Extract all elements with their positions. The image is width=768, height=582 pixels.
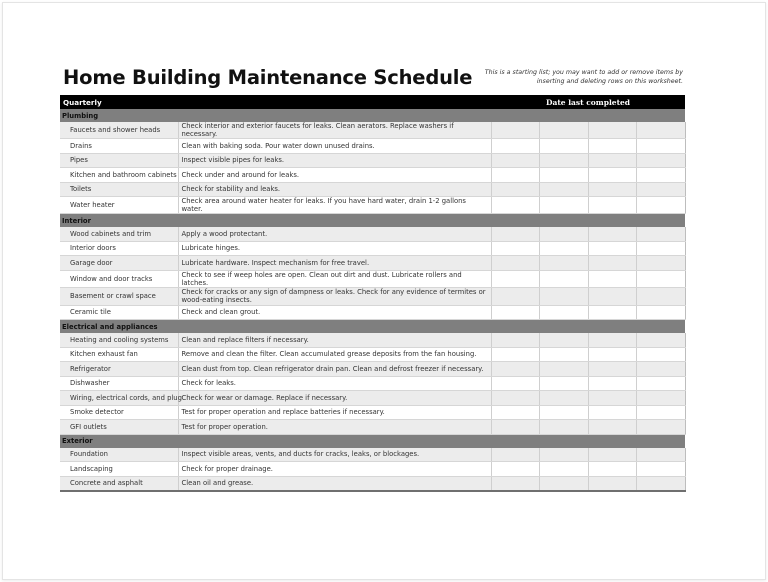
date-completed-cell-4[interactable] [637,227,686,241]
date-completed-cell-2[interactable] [540,476,589,491]
item-cell[interactable]: Wiring, electrical cords, and plug [60,391,178,406]
date-completed-cell-2[interactable] [540,139,589,154]
table-row [60,256,685,271]
item-cell[interactable]: Ceramic tile [60,305,178,320]
task-cell[interactable]: Test for proper operation. [178,420,491,435]
date-completed-cell-4[interactable] [637,405,686,420]
date-completed-cell-3[interactable] [588,139,637,154]
table-row [60,122,685,139]
table-row [60,153,685,168]
task-cell[interactable]: Inspect visible areas, vents, and ducts for cracks, leaks, or blockages. [178,448,491,462]
date-completed-cell-4[interactable] [637,197,686,214]
date-completed-cell-3[interactable] [588,448,637,462]
date-completed-cell-1[interactable] [491,362,540,377]
date-last-completed-header: Date last completed [491,95,685,109]
section-header-interior [60,214,685,228]
date-completed-cell-4[interactable] [637,139,686,154]
task-cell[interactable]: Check interior and exterior faucets for leaks. Clean aerators. Replace washers if necessary. [178,122,491,139]
date-completed-cell-3[interactable] [588,333,637,347]
date-completed-cell-3[interactable] [588,182,637,197]
section-header-plumbing [60,109,685,122]
task-cell[interactable]: Check for leaks. [178,376,491,391]
task-cell[interactable]: Check for cracks or any sign of dampness or leaks. Check for any evidence of termites or wood-eating insects. [178,287,491,305]
date-completed-cell-3[interactable] [588,362,637,377]
item-cell[interactable]: Kitchen and bathroom cabinets [60,168,178,183]
date-completed-cell-2[interactable] [540,227,589,241]
date-completed-cell-4[interactable] [637,241,686,256]
date-completed-cell-2[interactable] [540,405,589,420]
date-completed-cell-3[interactable] [588,197,637,214]
task-cell[interactable]: Test for proper operation and replace batteries if necessary. [178,405,491,420]
date-completed-cell-3[interactable] [588,405,637,420]
date-completed-cell-2[interactable] [540,153,589,168]
date-completed-cell-2[interactable] [540,122,589,139]
date-completed-cell-1[interactable] [491,241,540,256]
item-cell[interactable]: Heating and cooling systems [60,333,178,347]
date-completed-cell-2[interactable] [540,287,589,305]
date-completed-cell-4[interactable] [637,462,686,477]
date-completed-cell-1[interactable] [491,476,540,491]
date-completed-cell-1[interactable] [491,122,540,139]
item-cell[interactable]: Window and door tracks [60,270,178,287]
table-row [60,405,685,420]
item-cell[interactable]: Water heater [60,197,178,214]
page-title: Home Building Maintenance Schedule [63,66,473,89]
date-completed-cell-2[interactable] [540,420,589,435]
date-completed-cell-1[interactable] [491,347,540,362]
date-completed-cell-4[interactable] [637,256,686,271]
task-cell[interactable]: Check under and around for leaks. [178,168,491,183]
date-completed-cell-1[interactable] [491,139,540,154]
date-completed-cell-1[interactable] [491,420,540,435]
date-completed-cell-2[interactable] [540,462,589,477]
date-completed-cell-3[interactable] [588,168,637,183]
date-completed-cell-4[interactable] [637,153,686,168]
date-completed-cell-2[interactable] [540,241,589,256]
table-row [60,391,685,406]
date-completed-cell-2[interactable] [540,168,589,183]
table-header-row [60,95,685,109]
item-cell[interactable]: Garage door [60,256,178,271]
item-cell[interactable]: Smoke detector [60,405,178,420]
date-completed-cell-3[interactable] [588,305,637,320]
table-row [60,305,685,320]
task-cell[interactable]: Inspect visible pipes for leaks. [178,153,491,168]
table-row [60,182,685,197]
table-row [60,476,685,491]
date-completed-cell-1[interactable] [491,448,540,462]
date-completed-cell-2[interactable] [540,362,589,377]
item-cell[interactable]: Foundation [60,448,178,462]
date-completed-cell-3[interactable] [588,376,637,391]
table-row [60,227,685,241]
task-cell[interactable]: Check for proper drainage. [178,462,491,477]
date-completed-cell-4[interactable] [637,168,686,183]
date-completed-cell-2[interactable] [540,256,589,271]
date-completed-cell-4[interactable] [637,333,686,347]
date-completed-cell-4[interactable] [637,287,686,305]
date-completed-cell-1[interactable] [491,182,540,197]
task-cell[interactable]: Lubricate hardware. Inspect mechanism for free travel. [178,256,491,271]
date-completed-cell-2[interactable] [540,270,589,287]
date-completed-cell-4[interactable] [637,182,686,197]
task-cell[interactable]: Check area around water heater for leaks. If you have hard water, drain 1-2 gallons water. [178,197,491,214]
date-completed-cell-2[interactable] [540,305,589,320]
instruction-note: This is a starting list; you may want to add or remove items by inserting and deleting rows on this worksheet. [484,69,683,85]
date-completed-cell-1[interactable] [491,256,540,271]
item-cell[interactable]: GFI outlets [60,420,178,435]
date-completed-cell-4[interactable] [637,376,686,391]
table-row [60,347,685,362]
item-cell[interactable]: Landscaping [60,462,178,477]
item-cell[interactable]: Interior doors [60,241,178,256]
task-cell[interactable]: Check for stability and leaks. [178,182,491,197]
date-completed-cell-3[interactable] [588,153,637,168]
section-title: Plumbing [60,109,685,122]
date-completed-cell-2[interactable] [540,347,589,362]
date-completed-cell-2[interactable] [540,376,589,391]
date-completed-cell-1[interactable] [491,270,540,287]
table-row [60,462,685,477]
task-cell[interactable]: Check and clean grout. [178,305,491,320]
item-cell[interactable]: Refrigerator [60,362,178,377]
table-row [60,287,685,305]
date-completed-cell-3[interactable] [588,347,637,362]
item-cell[interactable]: Faucets and shower heads [60,122,178,139]
date-completed-cell-4[interactable] [637,347,686,362]
date-completed-cell-2[interactable] [540,182,589,197]
date-completed-cell-1[interactable] [491,376,540,391]
task-cell[interactable]: Check to see if weep holes are open. Clean out dirt and dust. Lubricate rollers and latches. [178,270,491,287]
date-completed-cell-3[interactable] [588,391,637,406]
date-completed-cell-1[interactable] [491,153,540,168]
table-row [60,241,685,256]
date-completed-cell-1[interactable] [491,305,540,320]
date-completed-cell-4[interactable] [637,448,686,462]
item-cell[interactable]: Basement or crawl space [60,287,178,305]
date-completed-cell-1[interactable] [491,462,540,477]
section-title: Exterior [60,434,685,448]
task-cell[interactable]: Clean and replace filters if necessary. [178,333,491,347]
task-cell[interactable]: Clean oil and grease. [178,476,491,491]
date-completed-cell-3[interactable] [588,227,637,241]
date-completed-cell-1[interactable] [491,391,540,406]
item-cell[interactable]: Wood cabinets and trim [60,227,178,241]
table-row [60,197,685,214]
section-header-exterior [60,434,685,448]
item-cell[interactable]: Kitchen exhaust fan [60,347,178,362]
table-row [60,333,685,347]
task-cell[interactable]: Lubricate hinges. [178,241,491,256]
task-cell[interactable]: Check for wear or damage. Replace if necessary. [178,391,491,406]
section-title: Interior [60,214,685,228]
date-completed-cell-1[interactable] [491,227,540,241]
table-row [60,448,685,462]
date-completed-cell-4[interactable] [637,420,686,435]
table-row [60,376,685,391]
section-title: Electrical and appliances [60,320,685,334]
date-completed-cell-1[interactable] [491,333,540,347]
task-cell[interactable]: Clean dust from top. Clean refrigerator drain pan. Clean and defrost freezer if necessary. [178,362,491,377]
date-completed-cell-3[interactable] [588,462,637,477]
date-completed-cell-4[interactable] [637,270,686,287]
date-completed-cell-3[interactable] [588,241,637,256]
table-row [60,420,685,435]
item-cell[interactable]: Pipes [60,153,178,168]
table-row [60,362,685,377]
date-completed-cell-3[interactable] [588,476,637,491]
date-completed-cell-4[interactable] [637,476,686,491]
date-completed-cell-3[interactable] [588,256,637,271]
date-completed-cell-2[interactable] [540,391,589,406]
section-header-electrical-and-appliances [60,320,685,334]
task-cell[interactable]: Remove and clean the filter. Clean accumulated grease deposits from the fan housing. [178,347,491,362]
date-completed-cell-1[interactable] [491,168,540,183]
item-cell[interactable]: Concrete and asphalt [60,476,178,491]
table-row [60,270,685,287]
date-completed-cell-1[interactable] [491,405,540,420]
table-row [60,168,685,183]
date-completed-cell-1[interactable] [491,287,540,305]
task-cell[interactable]: Clean with baking soda. Pour water down unused drains. [178,139,491,154]
date-completed-cell-3[interactable] [588,122,637,139]
item-cell[interactable]: Drains [60,139,178,154]
date-completed-cell-2[interactable] [540,333,589,347]
date-completed-cell-4[interactable] [637,305,686,320]
item-cell[interactable]: Toilets [60,182,178,197]
maintenance-table [60,95,686,492]
date-completed-cell-3[interactable] [588,287,637,305]
task-cell[interactable]: Apply a wood protectant. [178,227,491,241]
date-completed-cell-1[interactable] [491,197,540,214]
date-completed-cell-3[interactable] [588,420,637,435]
date-completed-cell-4[interactable] [637,391,686,406]
table-row [60,139,685,154]
date-completed-cell-2[interactable] [540,448,589,462]
item-cell[interactable]: Dishwasher [60,376,178,391]
date-completed-cell-4[interactable] [637,362,686,377]
date-completed-cell-3[interactable] [588,270,637,287]
date-completed-cell-2[interactable] [540,197,589,214]
period-header: Quarterly [60,95,491,109]
date-completed-cell-4[interactable] [637,122,686,139]
